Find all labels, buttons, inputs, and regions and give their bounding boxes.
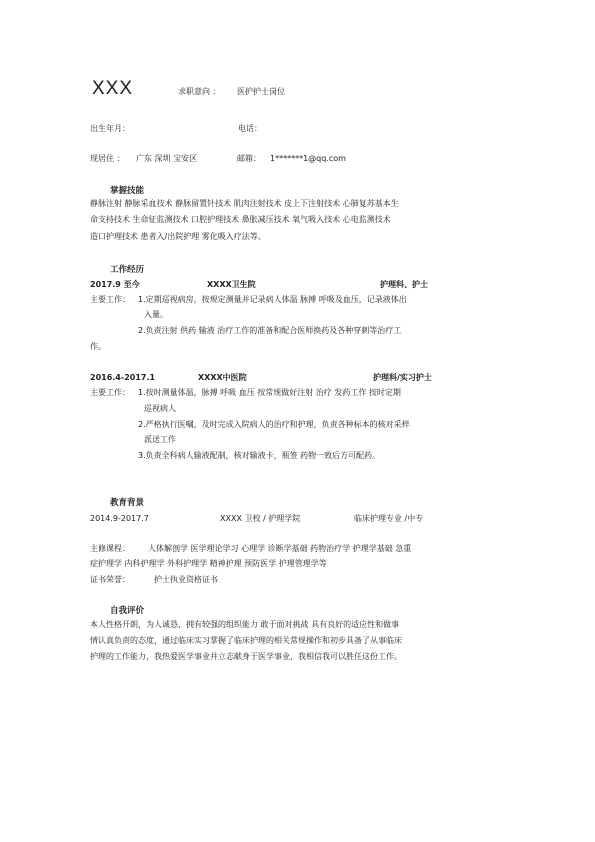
- location-value: 广东 深圳 宝安区: [136, 154, 198, 163]
- certificate-label: 证书荣誉：: [90, 575, 130, 584]
- objective-label: 求职意向 ：: [178, 87, 221, 96]
- email-label: 邮箱：: [237, 154, 261, 163]
- email-value: 1*******1@qq.com: [270, 154, 346, 163]
- education-major: 临床护理专业 /中专: [354, 514, 424, 523]
- phone-label: 电话：: [238, 124, 262, 133]
- job-role: 护理科/实习护士: [373, 373, 432, 382]
- courses-label: 主修课程：: [90, 544, 130, 553]
- education-heading: 教育背景: [110, 498, 145, 508]
- duty-line: 2.负责注射 供药 输液 治疗工作的准备和配合医师换药及各种穿刺等治疗工: [138, 326, 402, 335]
- skills-line: 命支持技术 生命征监测技术 口腔护理技术 鼻胀减压技术 氧气吸入技术 心电监测技术: [90, 215, 391, 224]
- duty-line: 作。: [90, 342, 106, 351]
- skills-line: 造口护理技术 患者入/出院护理 雾化吸入疗法等。: [90, 232, 266, 241]
- duties-label: 主要工作：: [90, 388, 130, 397]
- skills-line: 静脉注射 静脉采血技术 静脉留置针技术 肌肉注射技术 皮上下注射技术 心肺复苏基本生: [90, 199, 399, 208]
- duties-label: 主要工作：: [90, 295, 130, 304]
- job-period: 2016.4-2017.1: [90, 373, 156, 382]
- job-role: 护理科、护士: [380, 280, 428, 289]
- education-period: 2014.9-2017.7: [90, 514, 149, 523]
- job-org: XXXX中医院: [198, 373, 247, 382]
- birth-label: 出生年月：: [90, 124, 130, 133]
- duty-line: 入量。: [144, 310, 168, 319]
- duty-line: 3.负责全科病人输液配制，核对输液卡，瓶签 药物一致后方可配药。: [138, 451, 381, 460]
- courses-line: 人体解剖学 医学理论学习 心理学 诊断学基础 药物治疗学 护理学基础 急重: [148, 544, 412, 553]
- courses-line: 症护理学 内科护理学 外科护理学 精神护理 预防医学 护理管理学等: [90, 559, 327, 568]
- work-heading: 工作经历: [110, 265, 145, 275]
- duty-line: 2.严格执行医嘱，及时完成入院病人的治疗和护理，负责各种标本的核对采样: [138, 420, 410, 429]
- skills-heading: 掌握技能: [110, 186, 145, 196]
- job-org: XXXX卫生院: [207, 280, 256, 289]
- self-eval-line: 护理的工作能力，我热爱医学事业并立志献身于医学事业，我相信我可以胜任这份工作。: [90, 652, 402, 661]
- self-eval-line: 本人性格开朗，为人诚恳，拥有较强的组织能力 敢于面对挑战 具有良好的适应性和做事: [90, 620, 400, 629]
- candidate-name: XXX: [92, 78, 134, 99]
- location-label: 现居住 ：: [90, 154, 125, 163]
- duty-line: 1.按时测量体温，脉搏 呼吸 血压 按常规做好注射 治疗 发药工作 按时定期: [138, 388, 401, 397]
- duty-line: 1.定期巡视病房，按规定测量并记录病人体温 脉搏 呼吸及血压，记录液体出: [138, 295, 407, 304]
- duty-line: 巡视病人: [144, 404, 176, 413]
- job-period: 2017.9 至今: [90, 280, 140, 289]
- duty-line: 派送工作: [144, 435, 176, 444]
- self-eval-heading: 自我评价: [110, 606, 145, 616]
- certificate-value: 护士执业资格证书: [154, 575, 218, 584]
- objective-value: 医护护士岗位: [237, 87, 285, 96]
- education-school: XXXX 卫校 / 护理学院: [220, 514, 301, 523]
- self-eval-line: 情认真负责的态度，通过临床实习掌握了临床护理的相关常规操作和初步具备了从事临床: [90, 636, 402, 645]
